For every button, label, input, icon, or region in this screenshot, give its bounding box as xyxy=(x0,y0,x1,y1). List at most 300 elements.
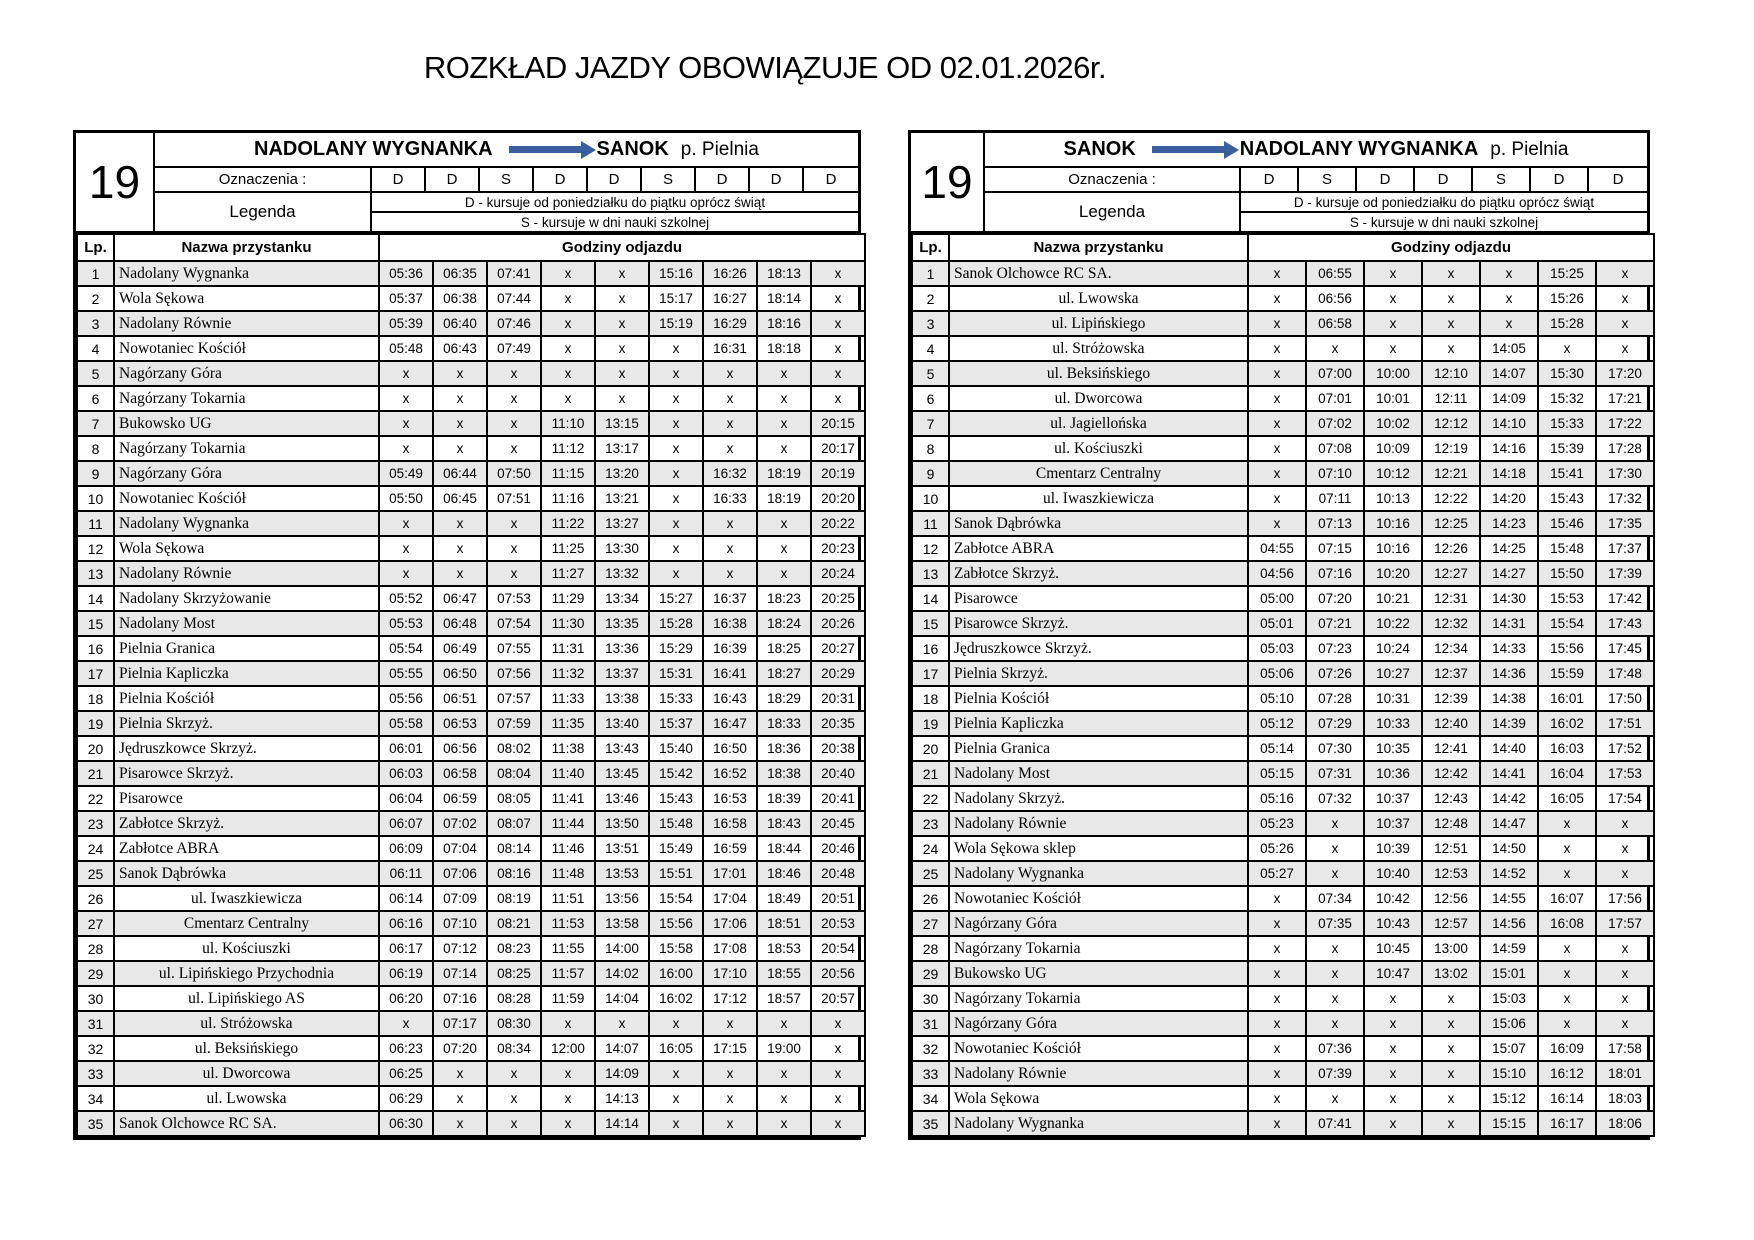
mark-cell: D xyxy=(372,168,426,191)
no-service-cell: x xyxy=(1248,361,1306,386)
timetables-container xyxy=(73,130,1650,1140)
stop-name: Pielnia Kościół xyxy=(949,686,1248,711)
no-service-cell: x xyxy=(541,386,595,411)
departure-time-cell: 20:29 xyxy=(811,661,865,686)
departure-time-cell: 15:41 xyxy=(1538,461,1596,486)
stop-row xyxy=(912,936,1654,961)
departure-time-cell: 15:49 xyxy=(649,836,703,861)
mark-cell: S xyxy=(1473,168,1531,191)
departure-time-cell: 15:33 xyxy=(649,686,703,711)
stop-name: Nadolany Most xyxy=(114,611,379,636)
stop-name: ul. Lipińskiego xyxy=(949,311,1248,336)
stop-name: Wola Sękowa xyxy=(114,286,379,311)
departure-time-cell: 18:19 xyxy=(757,486,811,511)
route-title xyxy=(155,133,858,168)
mark-cell: D xyxy=(426,168,480,191)
no-service-cell: x xyxy=(1248,261,1306,286)
stop-row xyxy=(77,1111,865,1136)
departure-time-cell: 15:28 xyxy=(1538,311,1596,336)
departure-time-cell: 12:51 xyxy=(1422,836,1480,861)
stop-number: 22 xyxy=(912,786,949,811)
timetable-return xyxy=(908,130,1650,1140)
timetable-outbound xyxy=(73,130,861,1140)
departure-time-cell: 06:58 xyxy=(1306,311,1364,336)
stop-row xyxy=(77,511,865,536)
stop-name: Pielnia Granica xyxy=(949,736,1248,761)
departure-time-cell: 06:07 xyxy=(379,811,433,836)
departure-time-cell: 18:36 xyxy=(757,736,811,761)
departure-time-cell: 18:25 xyxy=(757,636,811,661)
no-service-cell: x xyxy=(1364,986,1422,1011)
departure-time-cell: 20:27 xyxy=(811,636,865,661)
departure-time-cell: 17:35 xyxy=(1596,511,1654,536)
departure-time-cell: 17:54 xyxy=(1596,786,1654,811)
departure-time-cell: 12:43 xyxy=(1422,786,1480,811)
no-service-cell: x xyxy=(487,436,541,461)
stop-row xyxy=(77,486,865,511)
stop-name: ul. Jagiellońska xyxy=(949,411,1248,436)
no-service-cell: x xyxy=(1422,1036,1480,1061)
departure-time-cell: 15:29 xyxy=(649,636,703,661)
column-header-row xyxy=(77,234,865,261)
stop-row xyxy=(77,736,865,761)
departure-time-cell: 12:26 xyxy=(1422,536,1480,561)
no-service-cell: x xyxy=(1248,336,1306,361)
stop-name: Pisarowce Skrzyż. xyxy=(949,611,1248,636)
departure-time-cell: 14:33 xyxy=(1480,636,1538,661)
no-service-cell: x xyxy=(487,511,541,536)
no-service-cell: x xyxy=(1422,311,1480,336)
no-service-cell: x xyxy=(1422,1086,1480,1111)
departure-time-cell: 14:05 xyxy=(1480,336,1538,361)
departure-time-cell: 05:01 xyxy=(1248,611,1306,636)
no-service-cell: x xyxy=(1248,1061,1306,1086)
stop-number: 17 xyxy=(912,661,949,686)
timetable-header xyxy=(911,133,1647,233)
departure-time-cell: 16:09 xyxy=(1538,1036,1596,1061)
no-service-cell: x xyxy=(1248,436,1306,461)
departure-time-cell: 05:16 xyxy=(1248,786,1306,811)
stop-number: 23 xyxy=(912,811,949,836)
stop-row xyxy=(77,586,865,611)
stop-number: 22 xyxy=(77,786,114,811)
stop-name: ul. Beksińskiego xyxy=(949,361,1248,386)
departure-time-cell: 08:14 xyxy=(487,836,541,861)
mark-cell: D xyxy=(588,168,642,191)
stop-name: Zabłotce Skrzyż. xyxy=(949,561,1248,586)
departure-time-cell: 10:45 xyxy=(1364,936,1422,961)
stop-row xyxy=(912,436,1654,461)
no-service-cell: x xyxy=(1306,336,1364,361)
stop-name: Pielnia Kościół xyxy=(114,686,379,711)
stop-row xyxy=(912,761,1654,786)
departure-time-cell: 10:35 xyxy=(1364,736,1422,761)
departure-time-cell: 12:12 xyxy=(1422,411,1480,436)
stop-row xyxy=(77,986,865,1011)
departure-time-cell: 16:02 xyxy=(649,986,703,1011)
no-service-cell: x xyxy=(1596,961,1654,986)
no-service-cell: x xyxy=(1364,1011,1422,1036)
stop-number: 18 xyxy=(912,686,949,711)
marks-row xyxy=(155,168,858,193)
no-service-cell: x xyxy=(541,1011,595,1036)
no-service-cell: x xyxy=(1248,286,1306,311)
no-service-cell: x xyxy=(1306,811,1364,836)
departure-time-cell: 06:50 xyxy=(433,661,487,686)
stop-name: ul. Iwaszkiewicza xyxy=(114,886,379,911)
departure-time-cell: 12:53 xyxy=(1422,861,1480,886)
stop-row xyxy=(912,386,1654,411)
departure-time-cell: 06:11 xyxy=(379,861,433,886)
no-service-cell: x xyxy=(757,411,811,436)
stop-row xyxy=(77,286,865,311)
departure-time-cell: 18:39 xyxy=(757,786,811,811)
departure-time-cell: 14:09 xyxy=(1480,386,1538,411)
stop-number: 11 xyxy=(912,511,949,536)
marks-row xyxy=(985,168,1647,193)
departure-time-cell: 13:02 xyxy=(1422,961,1480,986)
stop-name: Wola Sękowa xyxy=(949,1086,1248,1111)
stop-row xyxy=(912,361,1654,386)
col-header-times: Godziny odjazdu xyxy=(379,234,865,261)
departure-time-cell: 13:21 xyxy=(595,486,649,511)
departure-time-cell: 15:51 xyxy=(649,861,703,886)
departure-time-cell: 11:48 xyxy=(541,861,595,886)
departure-time-cell: 07:36 xyxy=(1306,1036,1364,1061)
no-service-cell: x xyxy=(595,286,649,311)
stop-name: Bukowsko UG xyxy=(949,961,1248,986)
departure-time-cell: 10:20 xyxy=(1364,561,1422,586)
departure-time-cell: 07:11 xyxy=(1306,486,1364,511)
departure-time-cell: 15:01 xyxy=(1480,961,1538,986)
departure-time-cell: 07:06 xyxy=(433,861,487,886)
stop-row xyxy=(77,936,865,961)
departure-time-cell: 10:09 xyxy=(1364,436,1422,461)
no-service-cell: x xyxy=(487,561,541,586)
no-service-cell: x xyxy=(811,261,865,286)
departure-time-cell: 12:32 xyxy=(1422,611,1480,636)
marks-cells xyxy=(372,168,858,191)
departure-time-cell: 16:01 xyxy=(1538,686,1596,711)
stop-name: Bukowsko UG xyxy=(114,411,379,436)
departure-time-cell: 20:38 xyxy=(811,736,865,761)
departures-table xyxy=(911,233,1655,1137)
departure-time-cell: 12:34 xyxy=(1422,636,1480,661)
departure-time-cell: 06:14 xyxy=(379,886,433,911)
departure-time-cell: 13:43 xyxy=(595,736,649,761)
no-service-cell: x xyxy=(1422,1111,1480,1136)
departure-time-cell: 14:14 xyxy=(595,1111,649,1136)
departure-time-cell: 12:48 xyxy=(1422,811,1480,836)
stop-row xyxy=(912,811,1654,836)
stop-name: Nagórzany Góra xyxy=(114,361,379,386)
no-service-cell: x xyxy=(595,361,649,386)
departure-time-cell: 10:21 xyxy=(1364,586,1422,611)
departure-time-cell: 06:29 xyxy=(379,1086,433,1111)
departure-time-cell: 12:10 xyxy=(1422,361,1480,386)
marks-cells xyxy=(1241,168,1647,191)
departure-time-cell: 15:07 xyxy=(1480,1036,1538,1061)
departure-time-cell: 05:56 xyxy=(379,686,433,711)
no-service-cell: x xyxy=(433,1086,487,1111)
no-service-cell: x xyxy=(649,1111,703,1136)
departure-time-cell: 13:38 xyxy=(595,686,649,711)
stop-row xyxy=(77,686,865,711)
no-service-cell: x xyxy=(379,361,433,386)
departure-time-cell: 10:40 xyxy=(1364,861,1422,886)
departure-time-cell: 08:02 xyxy=(487,736,541,761)
col-header-name: Nazwa przystanku xyxy=(949,234,1248,261)
no-service-cell: x xyxy=(1306,986,1364,1011)
no-service-cell: x xyxy=(1306,861,1364,886)
no-service-cell: x xyxy=(649,336,703,361)
departure-time-cell: 14:38 xyxy=(1480,686,1538,711)
stop-name: Sanok Olchowce RC SA. xyxy=(114,1111,379,1136)
departure-time-cell: 11:31 xyxy=(541,636,595,661)
departure-time-cell: 17:30 xyxy=(1596,461,1654,486)
departure-time-cell: 06:03 xyxy=(379,761,433,786)
departure-time-cell: 16:31 xyxy=(703,336,757,361)
stop-number: 27 xyxy=(77,911,114,936)
departure-time-cell: 10:42 xyxy=(1364,886,1422,911)
departure-time-cell: 11:33 xyxy=(541,686,595,711)
no-service-cell: x xyxy=(649,561,703,586)
departure-time-cell: 10:31 xyxy=(1364,686,1422,711)
departure-time-cell: 15:58 xyxy=(649,936,703,961)
stop-row xyxy=(912,636,1654,661)
departure-time-cell: 07:32 xyxy=(1306,786,1364,811)
departure-time-cell: 20:24 xyxy=(811,561,865,586)
no-service-cell: x xyxy=(433,561,487,586)
stop-row xyxy=(912,311,1654,336)
stop-number: 9 xyxy=(912,461,949,486)
no-service-cell: x xyxy=(1422,286,1480,311)
departure-time-cell: 08:34 xyxy=(487,1036,541,1061)
no-service-cell: x xyxy=(541,286,595,311)
no-service-cell: x xyxy=(433,411,487,436)
departure-time-cell: 18:06 xyxy=(1596,1111,1654,1136)
no-service-cell: x xyxy=(433,511,487,536)
stop-name: Nagórzany Góra xyxy=(114,461,379,486)
mark-cell: S xyxy=(642,168,696,191)
no-service-cell: x xyxy=(1596,336,1654,361)
stop-row xyxy=(77,436,865,461)
stop-number: 28 xyxy=(912,936,949,961)
stop-name: ul. Kościuszki xyxy=(114,936,379,961)
departure-time-cell: 15:03 xyxy=(1480,986,1538,1011)
departure-time-cell: 18:01 xyxy=(1596,1061,1654,1086)
departure-time-cell: 16:05 xyxy=(1538,786,1596,811)
stop-number: 16 xyxy=(912,636,949,661)
departure-time-cell: 17:43 xyxy=(1596,611,1654,636)
stop-name: Nadolany Równie xyxy=(114,311,379,336)
stop-number: 14 xyxy=(77,586,114,611)
departure-time-cell: 11:55 xyxy=(541,936,595,961)
stop-name: Nadolany Wygnanka xyxy=(949,1111,1248,1136)
departure-time-cell: 08:05 xyxy=(487,786,541,811)
stop-row xyxy=(77,386,865,411)
departure-time-cell: 16:58 xyxy=(703,811,757,836)
stop-name: Jędruszkowce Skrzyż. xyxy=(114,736,379,761)
route-from: NADOLANY WYGNANKA xyxy=(254,138,493,160)
departure-time-cell: 14:41 xyxy=(1480,761,1538,786)
departure-time-cell: 13:20 xyxy=(595,461,649,486)
departure-time-cell: 15:54 xyxy=(649,886,703,911)
departure-time-cell: 08:28 xyxy=(487,986,541,1011)
departure-time-cell: 17:28 xyxy=(1596,436,1654,461)
stop-name: Nadolany Równie xyxy=(949,811,1248,836)
departure-time-cell: 20:15 xyxy=(811,411,865,436)
no-service-cell: x xyxy=(487,1061,541,1086)
stop-number: 33 xyxy=(77,1061,114,1086)
departure-time-cell: 07:02 xyxy=(433,811,487,836)
stop-number: 19 xyxy=(912,711,949,736)
no-service-cell: x xyxy=(1538,986,1596,1011)
departure-time-cell: 17:42 xyxy=(1596,586,1654,611)
departure-time-cell: 13:53 xyxy=(595,861,649,886)
no-service-cell: x xyxy=(541,311,595,336)
departure-time-cell: 07:02 xyxy=(1306,411,1364,436)
departure-time-cell: 12:00 xyxy=(541,1036,595,1061)
stop-name: Nagórzany Tokarnia xyxy=(949,936,1248,961)
no-service-cell: x xyxy=(595,336,649,361)
departure-time-cell: 20:40 xyxy=(811,761,865,786)
no-service-cell: x xyxy=(595,386,649,411)
departure-time-cell: 12:31 xyxy=(1422,586,1480,611)
departure-time-cell: 16:03 xyxy=(1538,736,1596,761)
departure-time-cell: 15:37 xyxy=(649,711,703,736)
departure-time-cell: 06:44 xyxy=(433,461,487,486)
line-number: 19 xyxy=(911,133,985,231)
departure-time-cell: 10:16 xyxy=(1364,511,1422,536)
departure-time-cell: 20:23 xyxy=(811,536,865,561)
departure-time-cell: 12:25 xyxy=(1422,511,1480,536)
departure-time-cell: 10:39 xyxy=(1364,836,1422,861)
stop-name: Nadolany Wygnanka xyxy=(949,861,1248,886)
departure-time-cell: 06:20 xyxy=(379,986,433,1011)
no-service-cell: x xyxy=(1596,811,1654,836)
stop-name: ul. Stróżowska xyxy=(949,336,1248,361)
no-service-cell: x xyxy=(1248,386,1306,411)
departure-time-cell: 05:49 xyxy=(379,461,433,486)
departure-time-cell: 14:27 xyxy=(1480,561,1538,586)
stop-row xyxy=(912,986,1654,1011)
no-service-cell: x xyxy=(649,411,703,436)
departure-time-cell: 05:37 xyxy=(379,286,433,311)
departure-time-cell: 10:22 xyxy=(1364,611,1422,636)
no-service-cell: x xyxy=(1480,261,1538,286)
no-service-cell: x xyxy=(703,511,757,536)
no-service-cell: x xyxy=(379,1011,433,1036)
legend-line-d: D - kursuje od poniedziałku do piątku oprócz świąt xyxy=(1241,193,1647,213)
stop-name: Sanok Dąbrówka xyxy=(949,511,1248,536)
stop-row xyxy=(912,461,1654,486)
route-arrow-icon xyxy=(509,146,581,153)
no-service-cell: x xyxy=(703,361,757,386)
mark-cell: D xyxy=(1241,168,1299,191)
stop-name: Sanok Olchowce RC SA. xyxy=(949,261,1248,286)
departure-time-cell: 07:56 xyxy=(487,661,541,686)
departure-time-cell: 16:47 xyxy=(703,711,757,736)
departure-time-cell: 17:21 xyxy=(1596,386,1654,411)
header-right xyxy=(985,133,1647,231)
stop-name: Pisarowce xyxy=(949,586,1248,611)
no-service-cell: x xyxy=(703,536,757,561)
stop-name: Zabłotce Skrzyż. xyxy=(114,811,379,836)
stop-row xyxy=(912,486,1654,511)
departure-time-cell: 15:31 xyxy=(649,661,703,686)
no-service-cell: x xyxy=(757,561,811,586)
departure-time-cell: 05:39 xyxy=(379,311,433,336)
no-service-cell: x xyxy=(595,311,649,336)
no-service-cell: x xyxy=(811,311,865,336)
departure-time-cell: 10:02 xyxy=(1364,411,1422,436)
departure-time-cell: 15:19 xyxy=(649,311,703,336)
stop-row xyxy=(912,286,1654,311)
stop-row xyxy=(77,411,865,436)
no-service-cell: x xyxy=(1248,411,1306,436)
departure-time-cell: 06:45 xyxy=(433,486,487,511)
no-service-cell: x xyxy=(1306,1011,1364,1036)
departure-time-cell: 14:23 xyxy=(1480,511,1538,536)
departure-time-cell: 07:01 xyxy=(1306,386,1364,411)
no-service-cell: x xyxy=(811,1086,865,1111)
stop-number: 21 xyxy=(912,761,949,786)
departure-time-cell: 07:46 xyxy=(487,311,541,336)
no-service-cell: x xyxy=(811,361,865,386)
stop-row xyxy=(912,836,1654,861)
departure-time-cell: 18:18 xyxy=(757,336,811,361)
departure-time-cell: 10:24 xyxy=(1364,636,1422,661)
departure-time-cell: 10:36 xyxy=(1364,761,1422,786)
departure-time-cell: 11:59 xyxy=(541,986,595,1011)
departure-time-cell: 17:37 xyxy=(1596,536,1654,561)
stop-number: 8 xyxy=(912,436,949,461)
departure-time-cell: 17:15 xyxy=(703,1036,757,1061)
no-service-cell: x xyxy=(379,411,433,436)
no-service-cell: x xyxy=(1248,1036,1306,1061)
departure-time-cell: 06:58 xyxy=(433,761,487,786)
stop-number: 9 xyxy=(77,461,114,486)
departure-time-cell: 16:52 xyxy=(703,761,757,786)
no-service-cell: x xyxy=(1364,286,1422,311)
departure-time-cell: 10:33 xyxy=(1364,711,1422,736)
no-service-cell: x xyxy=(649,361,703,386)
no-service-cell: x xyxy=(1422,261,1480,286)
departure-time-cell: 14:02 xyxy=(595,961,649,986)
departure-time-cell: 08:07 xyxy=(487,811,541,836)
departure-time-cell: 13:50 xyxy=(595,811,649,836)
departure-time-cell: 06:40 xyxy=(433,311,487,336)
departure-time-cell: 16:43 xyxy=(703,686,757,711)
no-service-cell: x xyxy=(1306,1086,1364,1111)
no-service-cell: x xyxy=(1538,861,1596,886)
departure-time-cell: 07:34 xyxy=(1306,886,1364,911)
no-service-cell: x xyxy=(1596,311,1654,336)
departure-time-cell: 05:26 xyxy=(1248,836,1306,861)
no-service-cell: x xyxy=(1248,886,1306,911)
departure-time-cell: 11:51 xyxy=(541,886,595,911)
departure-time-cell: 07:28 xyxy=(1306,686,1364,711)
departure-time-cell: 17:01 xyxy=(703,861,757,886)
no-service-cell: x xyxy=(1248,911,1306,936)
departure-time-cell: 06:59 xyxy=(433,786,487,811)
departure-time-cell: 14:07 xyxy=(1480,361,1538,386)
no-service-cell: x xyxy=(649,511,703,536)
stop-number: 24 xyxy=(912,836,949,861)
stop-name: Pielnia Kapliczka xyxy=(114,661,379,686)
no-service-cell: x xyxy=(433,436,487,461)
